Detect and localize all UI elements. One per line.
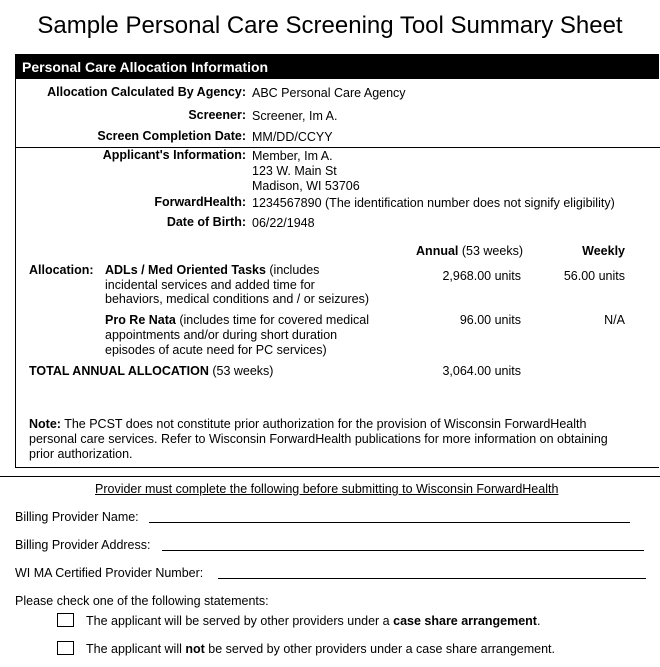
applicant-info-label: Applicant's Information:: [102, 148, 246, 162]
adl-line-2: incidental services and added time for: [105, 278, 315, 292]
ma-number-label: WI MA Certified Provider Number:: [15, 566, 204, 580]
applicant-street: 123 W. Main St: [252, 164, 337, 178]
dob-label: Date of Birth:: [166, 215, 246, 229]
allocation-info-header: Personal Care Allocation Information: [16, 55, 659, 79]
agency-value: ABC Personal Care Agency: [252, 86, 406, 100]
applicant-city: Madison, WI 53706: [252, 179, 360, 193]
billing-address-label: Billing Provider Address:: [15, 538, 151, 552]
agency-label: Allocation Calculated By Agency:: [47, 85, 246, 99]
adl-line-1: ADLs / Med Oriented Tasks (includes: [105, 263, 320, 277]
prn-line-2: appointments and/or during short duration: [105, 328, 338, 342]
screen-date-value: MM/DD/CCYY: [252, 130, 333, 144]
adl-annual-units: 2,968.00 units: [442, 269, 521, 283]
section-separator: [0, 476, 660, 477]
dob-value: 06/22/1948: [252, 216, 315, 230]
note-line-1: Note: The PCST does not constitute prior authorization for the provision of Wisconsin ForwardHealth: [29, 417, 587, 431]
page-title: Sample Personal Care Screening Tool Summary Sheet: [37, 12, 623, 39]
check-prompt: Please check one of the following statements:: [15, 594, 269, 608]
applicant-name: Member, Im A.: [252, 149, 333, 163]
ma-number-field[interactable]: [218, 578, 646, 579]
screener-label: Screener:: [188, 108, 246, 122]
forwardhealth-label: ForwardHealth:: [154, 195, 246, 209]
billing-address-field[interactable]: [162, 550, 644, 551]
total-allocation-label: TOTAL ANNUAL ALLOCATION (53 weeks): [29, 364, 274, 378]
forwardhealth-id-value: 1234567890: [252, 196, 322, 210]
case-share-statement: The applicant will be served by other providers under a case share arrangement.: [86, 614, 541, 628]
prn-line-3: episodes of acute need for PC services): [105, 343, 327, 357]
screen-date-label: Screen Completion Date:: [97, 129, 246, 143]
billing-name-label: Billing Provider Name:: [15, 510, 139, 524]
annual-column-header: Annual (53 weeks): [416, 244, 523, 258]
no-case-share-statement: The applicant will not be served by other providers under a case share arrangement.: [86, 642, 555, 656]
provider-instruction: Provider must complete the following before submitting to Wisconsin ForwardHealth: [95, 482, 559, 496]
prn-line-1: Pro Re Nata (includes time for covered medical: [105, 313, 369, 327]
prn-weekly-units: N/A: [604, 313, 625, 327]
allocation-label: Allocation:: [29, 263, 94, 277]
forwardhealth-id-note: (The identification number does not signify eligibility): [325, 196, 615, 210]
prn-annual-units: 96.00 units: [459, 313, 521, 327]
billing-name-field[interactable]: [149, 522, 630, 523]
total-annual-units: 3,064.00 units: [442, 364, 521, 378]
case-share-checkbox[interactable]: [57, 613, 74, 627]
adl-line-3: behaviors, medical conditions and / or seizures): [105, 292, 370, 306]
forwardhealth-id: [252, 196, 615, 210]
adl-weekly-units: 56.00 units: [563, 269, 625, 283]
weekly-column-header: Weekly: [582, 244, 625, 258]
note-line-2: personal care services. Refer to Wisconsin ForwardHealth publications for more information on obtaining: [29, 432, 608, 446]
no-case-share-checkbox[interactable]: [57, 641, 74, 655]
screener-value: Screener, Im A.: [252, 109, 338, 123]
note-line-3: prior authorization.: [29, 447, 133, 461]
